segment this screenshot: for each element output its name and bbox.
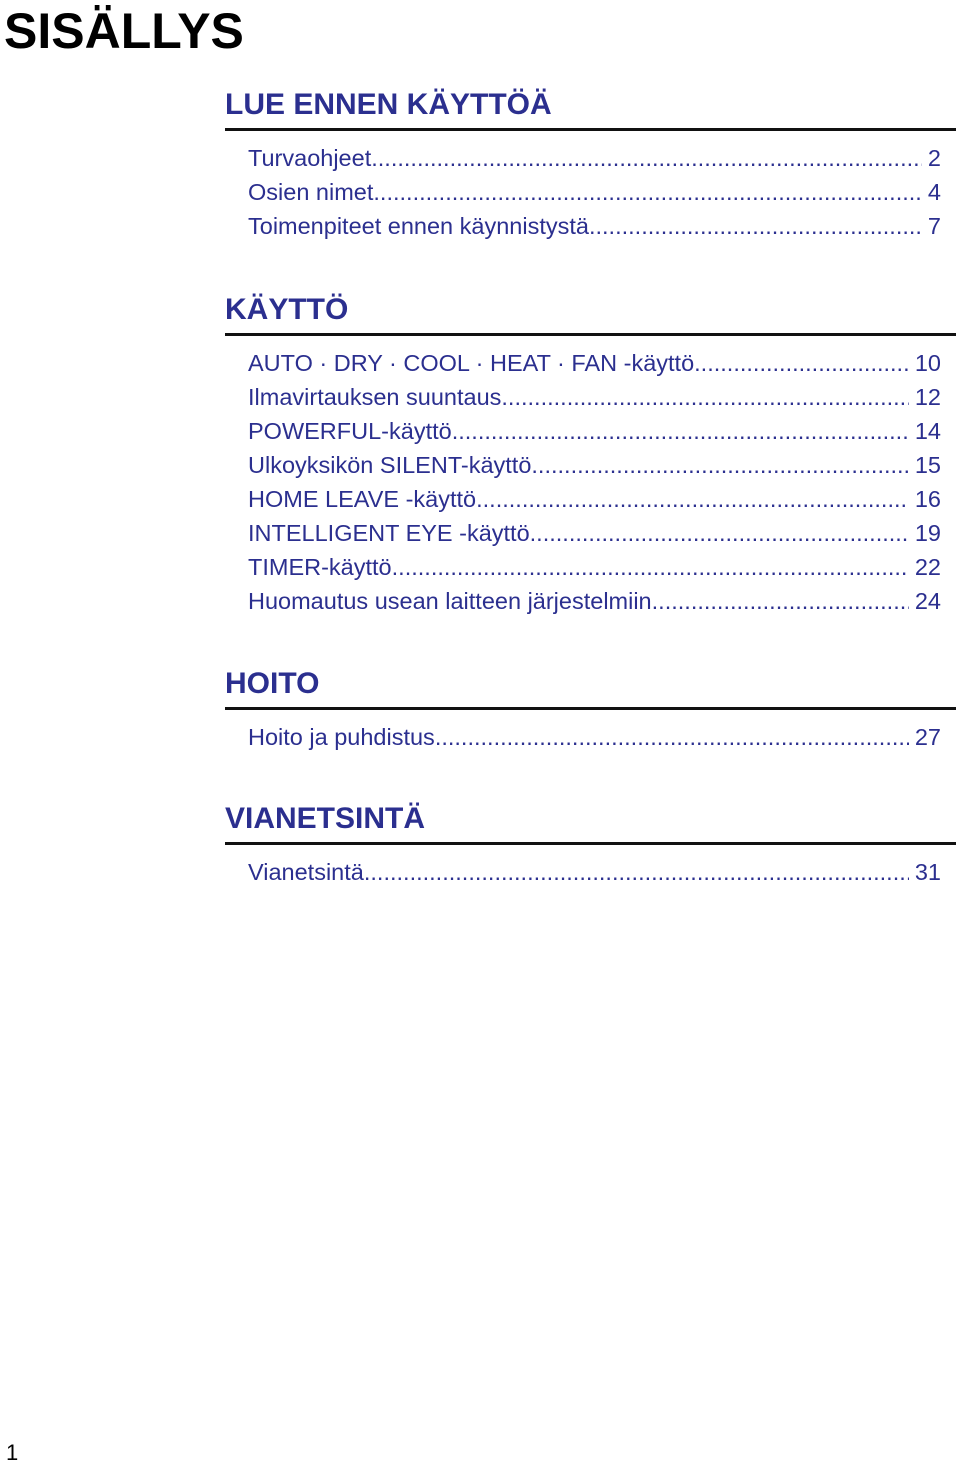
toc-entry-label: Huomautus usean laitteen järjestelmiin [248, 588, 652, 614]
dot-leader [373, 175, 922, 209]
dot-leader [589, 209, 922, 243]
toc-entry[interactable] [248, 380, 941, 414]
toc-entry[interactable] [248, 448, 941, 482]
section-heading: VIANETSINTÄ [225, 802, 956, 845]
toc-section-kaytto [225, 293, 956, 618]
dot-leader [452, 414, 909, 448]
dot-leader [392, 550, 909, 584]
toc-entry-page: 16 [914, 486, 941, 512]
section-heading: HOITO [225, 667, 956, 710]
toc-section-lue-ennen-kayttoa [225, 88, 956, 243]
toc-entry-label: Turvaohjeet [248, 145, 372, 171]
toc-entry-page: 10 [914, 350, 941, 376]
dot-leader [652, 584, 909, 618]
toc-entry-page: 7 [927, 213, 941, 239]
toc-entry-label: INTELLIGENT EYE -käyttö [248, 520, 530, 546]
toc-entry-page: 2 [927, 145, 941, 171]
toc-list [225, 855, 956, 889]
toc-entry-label: POWERFUL-käyttö [248, 418, 452, 444]
dot-leader [476, 482, 909, 516]
toc-entry[interactable] [248, 141, 941, 175]
toc-entry[interactable] [248, 720, 941, 754]
dot-leader [501, 380, 908, 414]
toc-entry-label: Osien nimet [248, 179, 374, 205]
toc-list [225, 141, 956, 243]
toc-entry-label: Ilmavirtauksen suuntaus [248, 384, 502, 410]
section-heading: KÄYTTÖ [225, 293, 956, 336]
dot-leader [435, 720, 909, 754]
toc-entry-label: AUTO · DRY · COOL · HEAT · FAN -käyttö [248, 350, 695, 376]
toc-section-hoito [225, 667, 956, 754]
toc-entry-label: Toimenpiteet ennen käynnistystä [248, 213, 589, 239]
toc-entry-page: 4 [927, 179, 941, 205]
toc-list [225, 346, 956, 618]
toc-entry-label: Ulkoyksikön SILENT-käyttö [248, 452, 532, 478]
dot-leader [694, 346, 909, 380]
toc-entry[interactable] [248, 584, 941, 618]
toc-entry-label: Hoito ja puhdistus [248, 724, 435, 750]
toc-entry[interactable] [248, 346, 941, 380]
toc-entry[interactable] [248, 482, 941, 516]
page-number: 1 [6, 1440, 19, 1465]
toc-entry[interactable] [248, 209, 941, 243]
toc-entry-page: 31 [914, 859, 941, 885]
toc-entry[interactable] [248, 414, 941, 448]
toc-entry[interactable] [248, 516, 941, 550]
toc-entry-label: HOME LEAVE -käyttö [248, 486, 477, 512]
page-title: SISÄLLYS [4, 3, 244, 59]
toc-entry[interactable] [248, 175, 941, 209]
toc-entry-page: 22 [914, 554, 941, 580]
toc-entry-page: 14 [914, 418, 941, 444]
toc-entry[interactable] [248, 855, 941, 889]
dot-leader [371, 141, 922, 175]
toc-entry-page: 24 [914, 588, 941, 614]
dot-leader [364, 855, 909, 889]
toc-entry-page: 19 [914, 520, 941, 546]
toc-entry-page: 15 [914, 452, 941, 478]
section-heading: LUE ENNEN KÄYTTÖÄ [225, 88, 956, 131]
toc-entry-label: Vianetsintä [248, 859, 364, 885]
toc-section-vianetsinta [225, 802, 956, 889]
toc-entry-label: TIMER-käyttö [248, 554, 392, 580]
dot-leader [530, 516, 909, 550]
toc-entry-page: 12 [914, 384, 941, 410]
toc-list [225, 720, 956, 754]
toc-entry[interactable] [248, 550, 941, 584]
dot-leader [531, 448, 908, 482]
toc-entry-page: 27 [914, 724, 941, 750]
